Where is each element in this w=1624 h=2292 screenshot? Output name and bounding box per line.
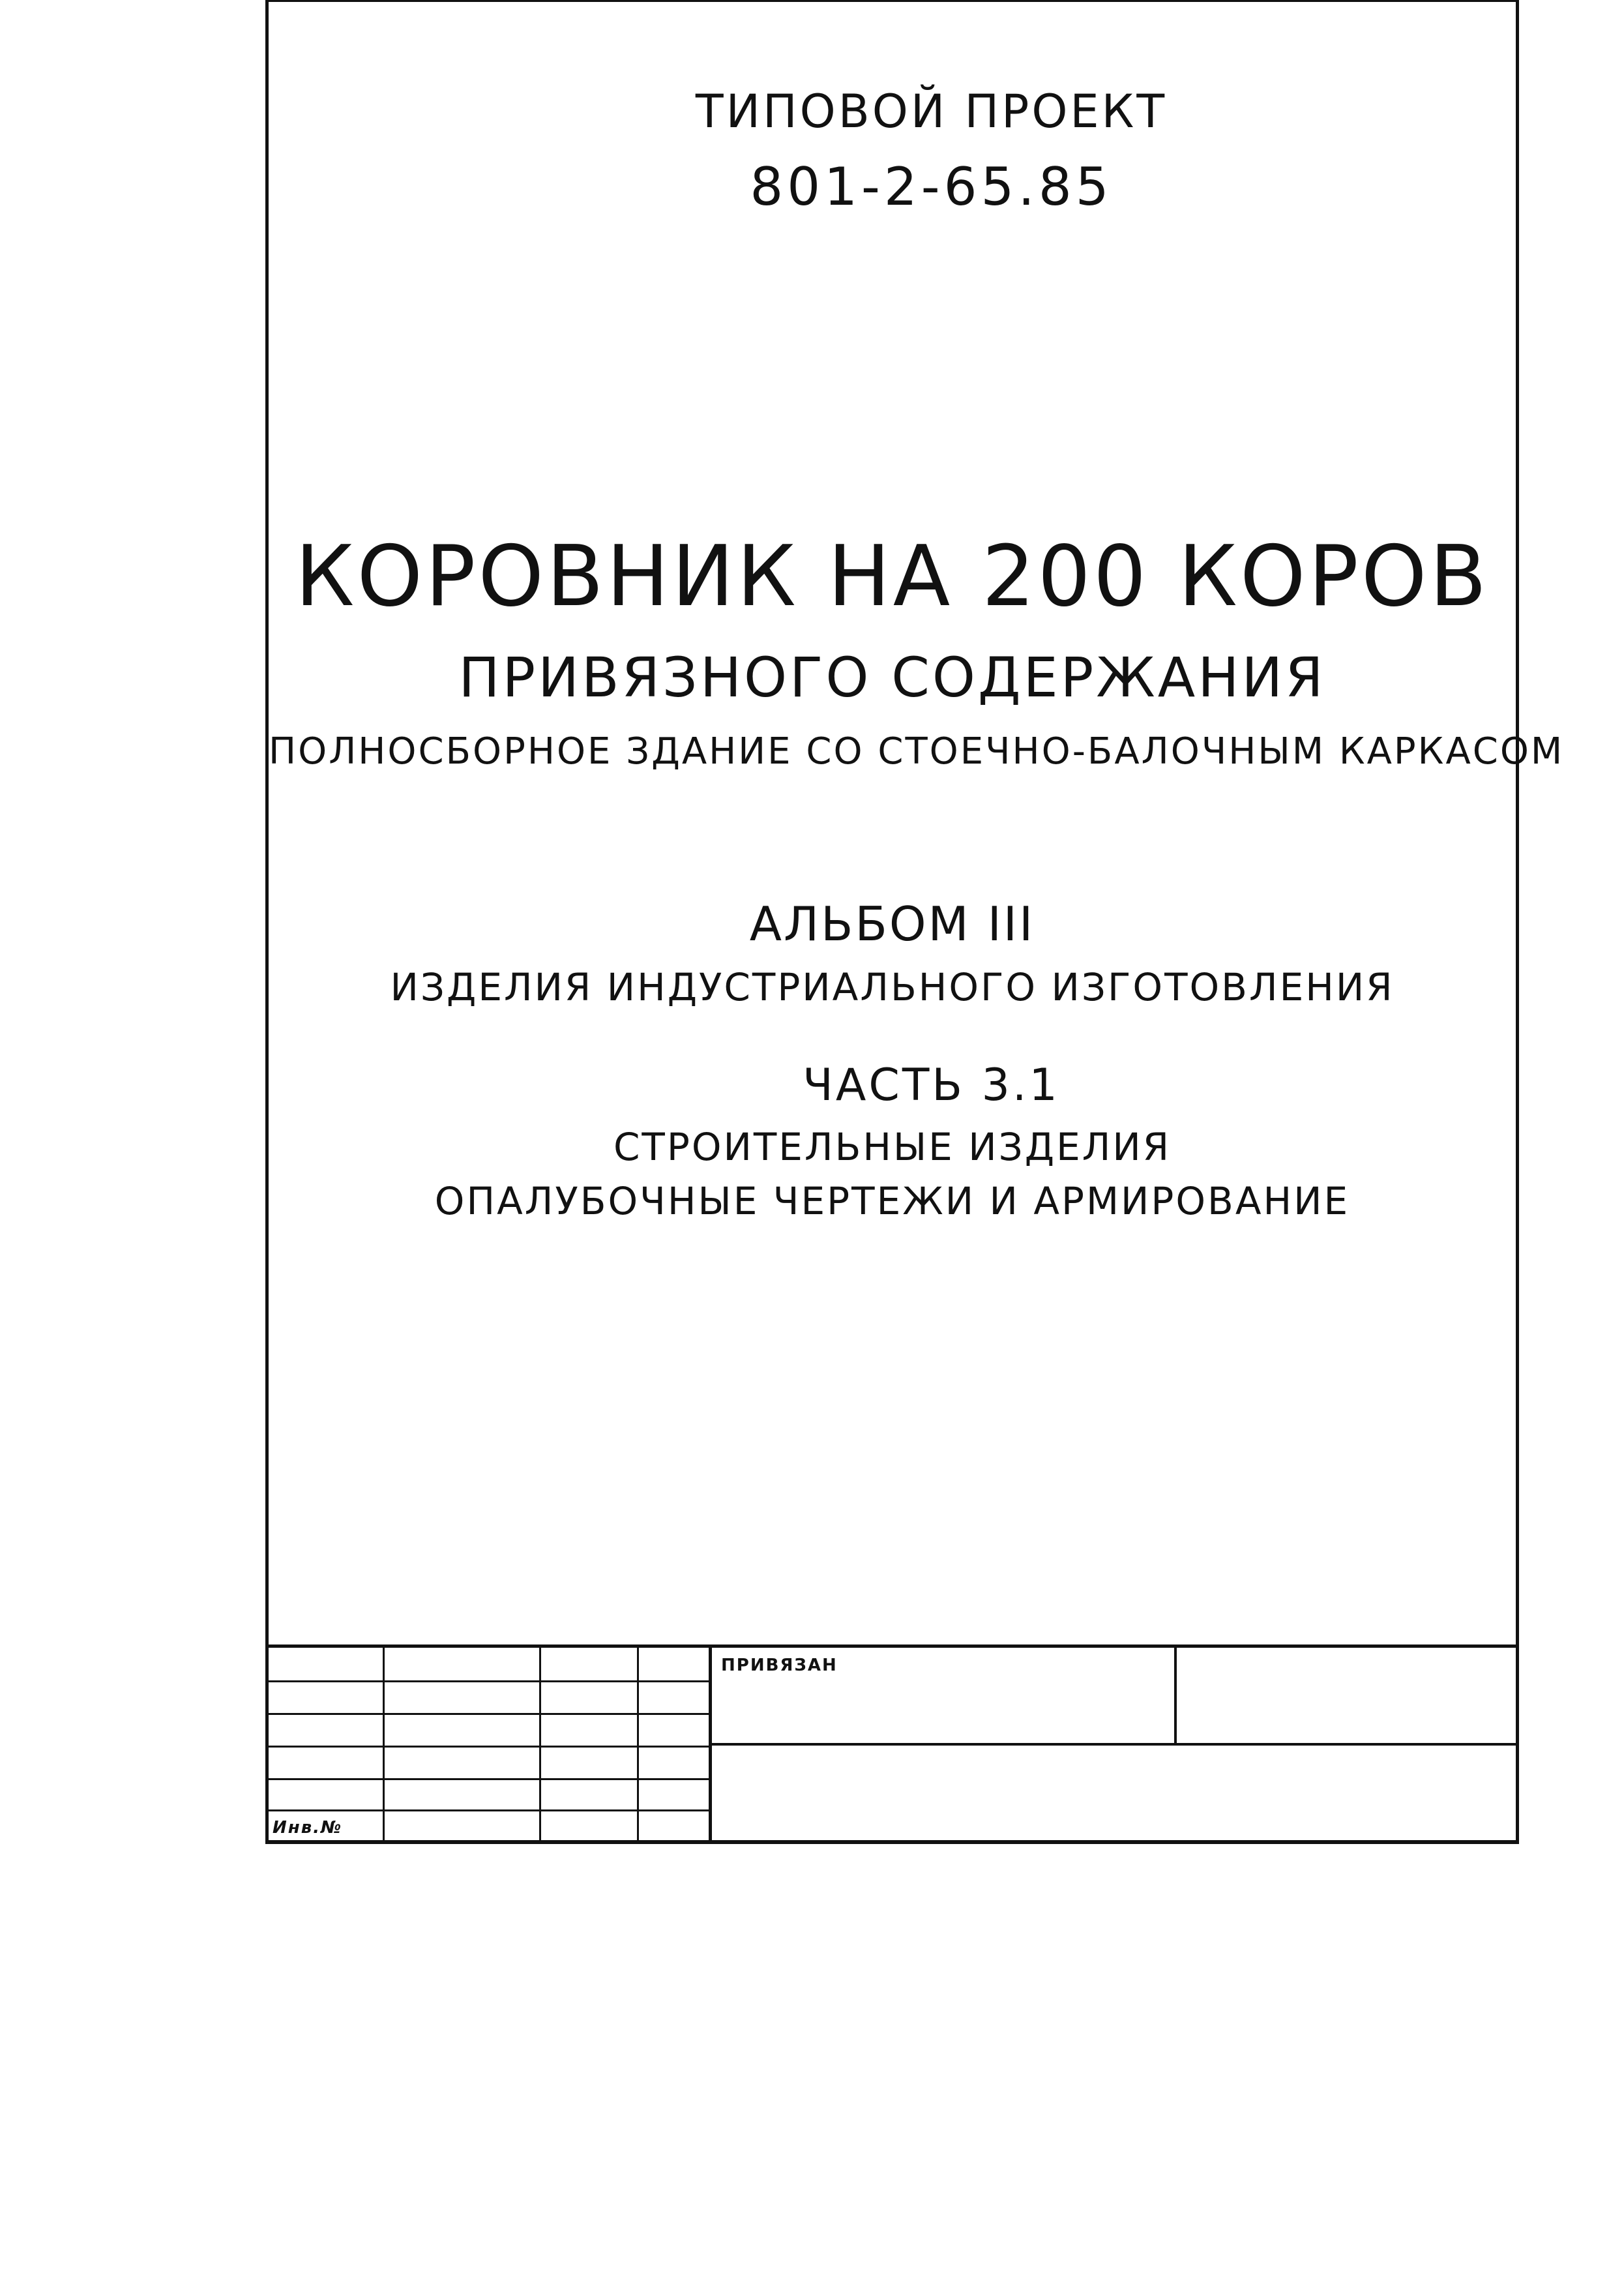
stamp-row-divider <box>269 1778 709 1780</box>
part-label: ЧАСТЬ 3.1 <box>803 1060 1060 1111</box>
bound-field <box>712 1648 1177 1746</box>
inventory-number-label: Инв.№ <box>273 1818 343 1838</box>
main-title: КОРОВНИК НА 200 КОРОВ <box>295 528 1490 625</box>
part-description-line2: ОПАЛУБОЧНЫЕ ЧЕРТЕЖИ И АРМИРОВАНИЕ <box>434 1179 1350 1223</box>
title-subtitle: ПРИВЯЗНОГО СОДЕРЖАНИЯ <box>458 646 1326 709</box>
album-description: ИЗДЕЛИЯ ИНДУСТРИАЛЬНОГО ИЗГОТОВЛЕНИЯ <box>390 965 1395 1009</box>
stamp-empty-field <box>1177 1648 1516 1746</box>
title-description: ПОЛНОСБОРНОЕ ЗДАНИЕ СО СТОЕЧНО-БАЛОЧНЫМ КАРКАСОМ <box>269 730 1565 773</box>
stamp-col-divider <box>637 1648 639 1840</box>
project-type-label: ТИПОВОЙ ПРОЕКТ <box>695 85 1168 138</box>
stamp-col-divider <box>539 1648 541 1840</box>
album-label: АЛЬБОМ III <box>749 897 1035 951</box>
stamp-grid <box>269 1648 712 1840</box>
stamp-row-divider <box>269 1680 709 1682</box>
project-number: 801-2-65.85 <box>750 156 1113 217</box>
bound-label: ПРИВЯЗАН <box>721 1656 838 1675</box>
stamp-row-divider <box>269 1809 709 1811</box>
stamp-row-divider <box>269 1713 709 1715</box>
stamp-col-divider <box>383 1648 385 1840</box>
drawing-sheet <box>265 0 1565 1844</box>
part-description-line1: СТРОИТЕЛЬНЫЕ ИЗДЕЛИЯ <box>613 1125 1172 1169</box>
stamp-row-divider <box>269 1746 709 1748</box>
title-block-stamp <box>269 1645 1516 1840</box>
